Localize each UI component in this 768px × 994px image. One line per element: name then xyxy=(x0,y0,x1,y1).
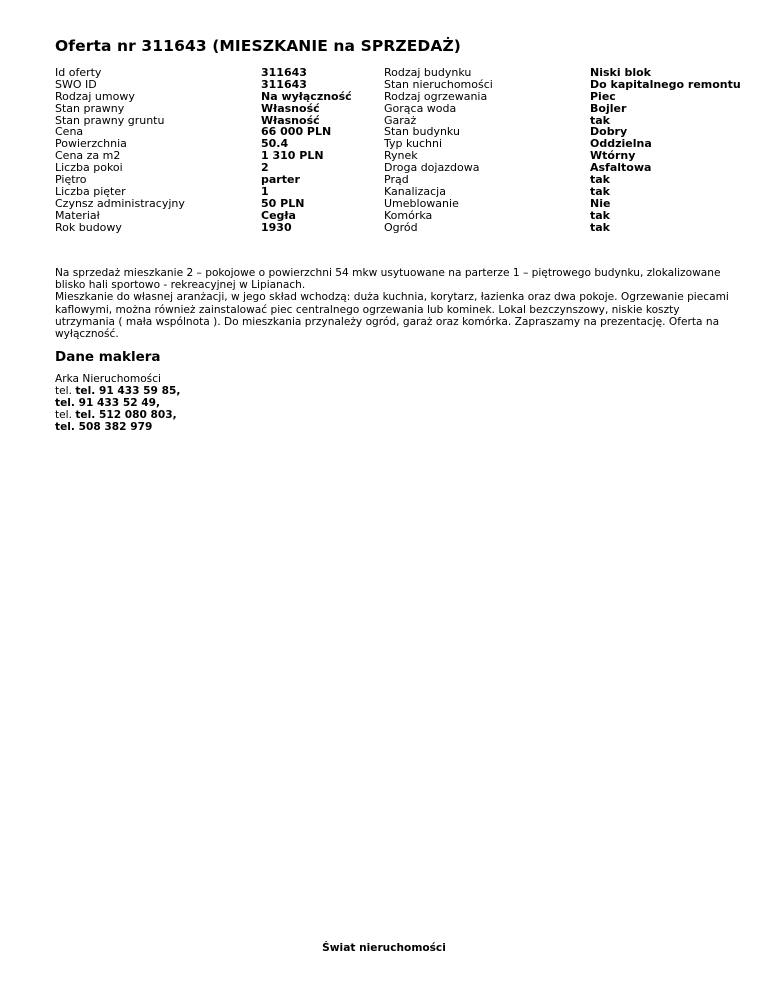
page-footer: Świat nieruchomości xyxy=(322,942,446,954)
detail-label: Powierzchnia xyxy=(55,137,127,151)
detail-value: 1 310 PLN xyxy=(261,149,324,163)
detail-label: Droga dojazdowa xyxy=(384,161,480,175)
agent-phone-line xyxy=(55,422,180,434)
detail-label: Czynsz administracyjny xyxy=(55,196,185,210)
agent-phone: tel. 91 433 59 85, xyxy=(75,384,181,397)
detail-value: Wtórny xyxy=(590,149,636,163)
detail-label: Rynek xyxy=(384,149,418,163)
detail-value: 311643 xyxy=(261,66,307,79)
detail-label: Materiał xyxy=(55,208,100,222)
detail-label: Stan prawny xyxy=(55,101,125,115)
detail-value: tak xyxy=(590,113,610,127)
detail-label: Id oferty xyxy=(55,66,102,79)
detail-label: Umeblowanie xyxy=(384,196,459,210)
agent-phone: tel. 508 382 979 xyxy=(55,420,153,433)
details-labels-left xyxy=(55,67,185,233)
tel-prefix: tel. xyxy=(55,384,72,397)
detail-label: Gorąca woda xyxy=(384,101,457,115)
agent-phone: tel. 91 433 52 49, xyxy=(55,396,161,409)
detail-value: tak xyxy=(590,208,610,222)
agent-company: Arka Nieruchomości xyxy=(55,373,161,385)
description-paragraph: Mieszkanie do własnej aranżacji, w jego skład wchodzą: duża kuchnia, korytarz, łazienka oraz dwa pokoje. Ogrzewanie piecami kaflowymi, można również zainstalować piec centralnego ogrzewania lub kominek. Lokal bezczynszowy, niskie koszty utrzymania ( mała wspólnota ). Do mieszkania przynależy ogród, garaż oraz komórka. Zapraszamy na prezentację. Oferta na wyłączność. xyxy=(55,291,729,341)
detail-label: Kanalizacja xyxy=(384,184,446,198)
detail-label: Stan nieruchomości xyxy=(384,77,493,91)
agent-heading: Dane maklera xyxy=(55,349,161,365)
details-labels-right xyxy=(384,67,493,233)
detail-label: Rodzaj budynku xyxy=(384,66,472,79)
detail-value: tak xyxy=(590,173,610,187)
detail-value: Niski blok xyxy=(590,66,651,79)
detail-label: Cena za m2 xyxy=(55,149,121,163)
description-paragraph: Na sprzedaż mieszkanie 2 – pokojowe o powierzchni 54 mkw usytuowane na parterze 1 – piętrowego budynku, zlokalizowane blisko hali sportowo - rekreacyjnej w Lipianach. xyxy=(55,267,721,292)
detail-value: 50 PLN xyxy=(261,196,305,210)
detail-value: 50.4 xyxy=(261,137,289,151)
detail-label: Ogród xyxy=(384,220,418,234)
detail-label: SWO ID xyxy=(55,77,97,91)
detail-label: Typ kuchni xyxy=(384,137,443,151)
detail-value: 1930 xyxy=(261,220,292,234)
detail-value: Oddzielna xyxy=(590,137,652,151)
detail-value: Własność xyxy=(261,101,320,115)
detail-value: Asfaltowa xyxy=(590,161,652,175)
detail-label: Stan budynku xyxy=(384,125,460,139)
offer-description xyxy=(55,267,735,340)
page-title: Oferta nr 311643 (MIESZKANIE na SPRZEDAŻ) xyxy=(55,37,461,55)
detail-value: Do kapitalnego remontu xyxy=(590,77,741,91)
detail-label: Rodzaj ogrzewania xyxy=(384,89,488,103)
detail-label: Stan prawny gruntu xyxy=(55,113,165,127)
detail-value: 2 xyxy=(261,161,269,175)
detail-label: Cena xyxy=(55,125,84,139)
detail-label: Rok budowy xyxy=(55,220,122,234)
details-values-left xyxy=(261,67,352,233)
agent-phone: tel. 512 080 803, xyxy=(75,408,177,421)
detail-value: 1 xyxy=(261,184,269,198)
detail-value: Cegła xyxy=(261,208,296,222)
detail-label: Liczba pokoi xyxy=(55,161,123,175)
detail-value: Własność xyxy=(261,113,320,127)
detail-label: Rodzaj umowy xyxy=(55,89,135,103)
detail-value: tak xyxy=(590,184,610,198)
detail-value: tak xyxy=(590,220,610,234)
detail-value: parter xyxy=(261,173,300,187)
detail-value: 311643 xyxy=(261,77,307,91)
detail-label: Prąd xyxy=(384,173,409,187)
detail-label: Komórka xyxy=(384,208,433,222)
detail-value: 66 000 PLN xyxy=(261,125,332,139)
detail-value: Nie xyxy=(590,196,611,210)
details-values-right xyxy=(590,67,741,233)
detail-label: Liczba pięter xyxy=(55,184,126,198)
tel-prefix: tel. xyxy=(55,408,72,421)
detail-value: Bojler xyxy=(590,101,627,115)
detail-value: Piec xyxy=(590,89,616,103)
detail-label: Garaż xyxy=(384,113,417,127)
detail-value: Dobry xyxy=(590,125,628,139)
detail-label: Piętro xyxy=(55,173,87,187)
detail-value: Na wyłączność xyxy=(261,89,352,103)
agent-contact xyxy=(55,374,180,434)
